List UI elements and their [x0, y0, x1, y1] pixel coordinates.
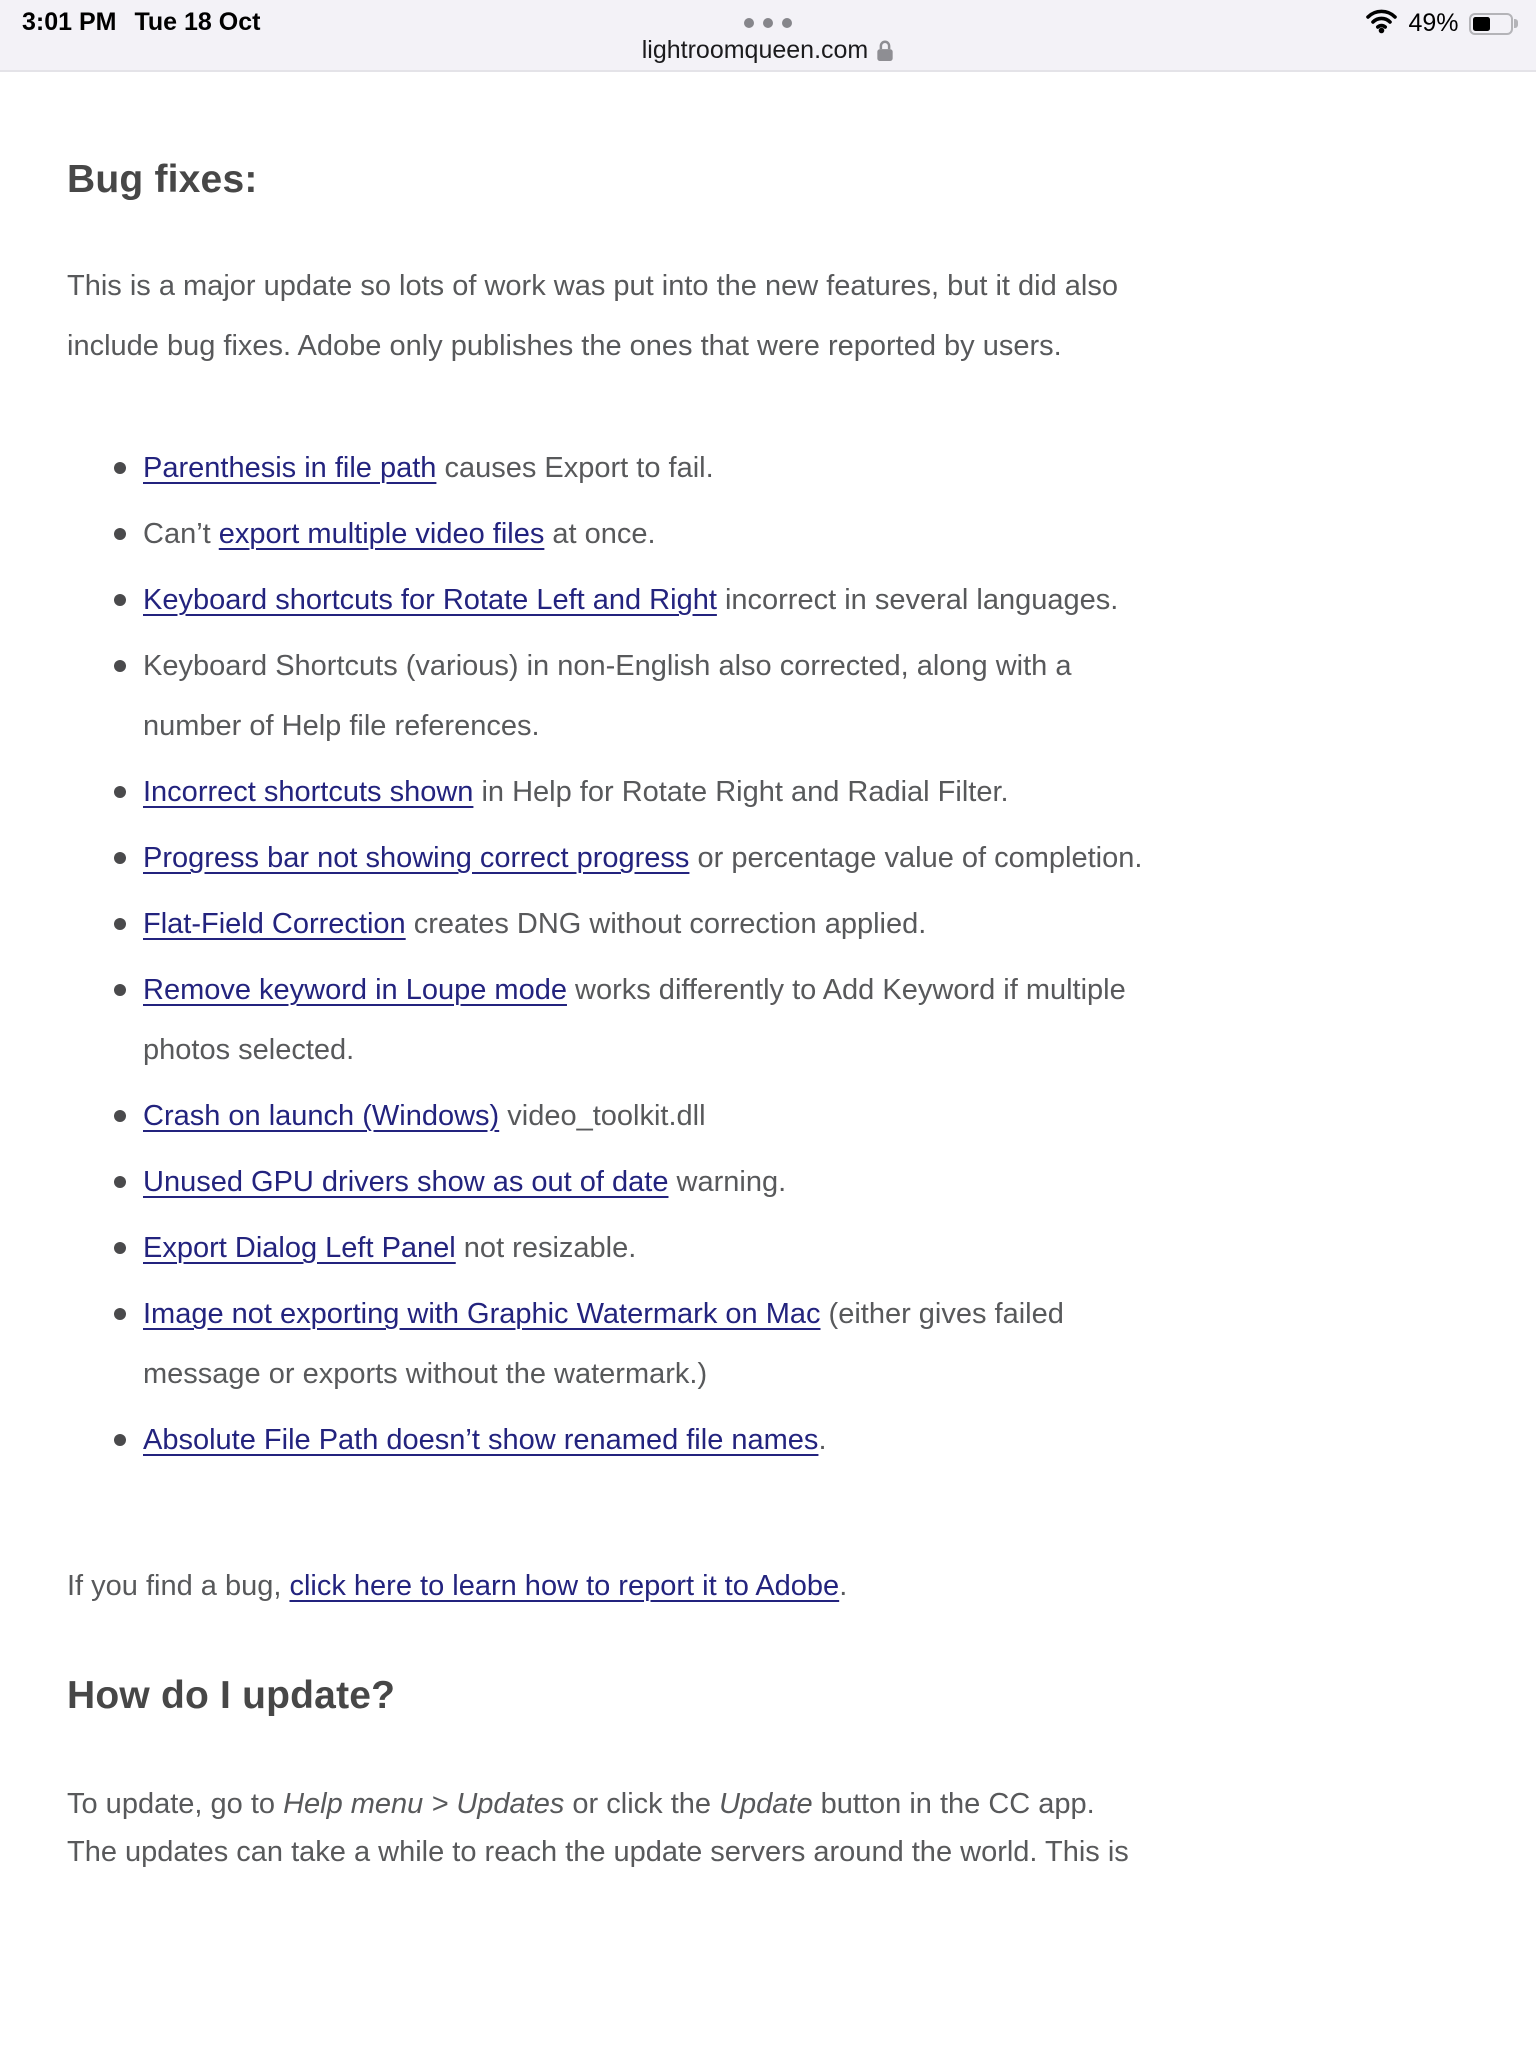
list-item: [67, 1152, 1177, 1212]
status-indicators: [1365, 8, 1518, 39]
text-link[interactable]: Remove keyword in Loupe mode: [143, 974, 567, 1006]
report-bug-line: [67, 1556, 1177, 1616]
text: incorrect in several languages.: [716, 584, 1119, 616]
text-link[interactable]: Incorrect shortcuts shown: [143, 776, 474, 808]
list-item: [67, 504, 1177, 564]
clock: [22, 8, 260, 37]
text: Keyboard Shortcuts (various) in non-English also corrected, along with a number of Help file references.: [143, 650, 1072, 742]
list-item: [67, 1284, 1177, 1404]
list-item: [67, 1410, 1177, 1470]
text: in Help for Rotate Right and Radial Filter.: [473, 776, 1009, 808]
wifi-icon: [1365, 8, 1398, 39]
list-item: [67, 636, 1177, 756]
battery-icon: [1469, 13, 1519, 35]
text-link[interactable]: Keyboard shortcuts for Rotate Left and Right: [143, 584, 717, 616]
text: or percentage value of completion.: [689, 842, 1143, 874]
status-bar: [0, 0, 1536, 72]
bug-fixes-list: [67, 438, 1177, 1470]
text: or click the: [564, 1788, 720, 1820]
text-link[interactable]: Progress bar not showing correct progress: [143, 842, 690, 874]
dot: [763, 18, 773, 28]
battery-nub: [1514, 19, 1518, 28]
text-link[interactable]: Parenthesis in file path: [143, 452, 437, 484]
status-date: Tue 18 Oct: [134, 8, 261, 36]
how-do-i-update-heading: How do I update?: [67, 1674, 396, 1717]
dot: [782, 18, 792, 28]
text: not resizable.: [455, 1232, 637, 1264]
page-content: [0, 72, 1536, 1882]
text-link[interactable]: Flat-Field Correction: [143, 908, 406, 940]
list-item: [67, 1218, 1177, 1278]
battery-percent: 49%: [1408, 9, 1459, 37]
text: If you find a bug,: [67, 1570, 290, 1602]
dot: [744, 18, 754, 28]
status-time: 3:01 PM: [22, 8, 117, 36]
url-bar[interactable]: [0, 36, 1536, 65]
text: warning.: [668, 1166, 787, 1198]
text: video_toolkit.dll: [499, 1100, 706, 1132]
text: creates DNG without correction applied.: [405, 908, 927, 940]
list-item: [67, 762, 1177, 822]
text: works differently to Add Keyword if multiple photos selected.: [143, 974, 1126, 1066]
text: Can’t: [143, 518, 219, 550]
text: button in the CC app.: [812, 1788, 1095, 1820]
battery-body: [1469, 13, 1513, 35]
lock-icon: [868, 36, 894, 64]
intro-paragraph: This is a major update so lots of work was put into the new features, but it did also include bug fixes. Adobe only publishes the ones that were reported by users.: [67, 270, 1118, 362]
text-link[interactable]: click here to learn how to report it to Adobe: [289, 1570, 840, 1602]
list-item: [67, 828, 1177, 888]
text-link[interactable]: Image not exporting with Graphic Watermark on Mac: [143, 1298, 821, 1330]
text-link[interactable]: Export Dialog Left Panel: [143, 1232, 456, 1264]
text: .: [839, 1570, 848, 1602]
text: at once.: [544, 518, 656, 550]
list-item: [67, 1086, 1177, 1146]
text: To update, go to: [67, 1788, 284, 1820]
list-item: [67, 438, 1177, 498]
text-link[interactable]: export multiple video files: [218, 518, 545, 550]
italic-text: Update: [719, 1788, 813, 1820]
list-item: [67, 570, 1177, 630]
page-options-ellipsis-icon[interactable]: [744, 18, 792, 28]
text-link[interactable]: Unused GPU drivers show as out of date: [143, 1166, 669, 1198]
clipped-paragraph: The updates can take a while to reach the update servers around the world. This is: [67, 1836, 1129, 1868]
battery-fill: [1473, 17, 1491, 31]
list-item: [67, 960, 1177, 1080]
text: (either gives failed message or exports without the watermark.): [143, 1298, 1064, 1390]
bug-fixes-heading: Bug fixes:: [67, 158, 258, 201]
list-item: [67, 894, 1177, 954]
text: .: [818, 1424, 827, 1456]
text-link[interactable]: Absolute File Path doesn’t show renamed file names: [143, 1424, 819, 1456]
text-link[interactable]: Crash on launch (Windows): [143, 1100, 500, 1132]
italic-text: Help menu > Updates: [283, 1788, 565, 1820]
text: causes Export to fail.: [436, 452, 714, 484]
url-domain: lightroomqueen.com: [641, 36, 869, 64]
